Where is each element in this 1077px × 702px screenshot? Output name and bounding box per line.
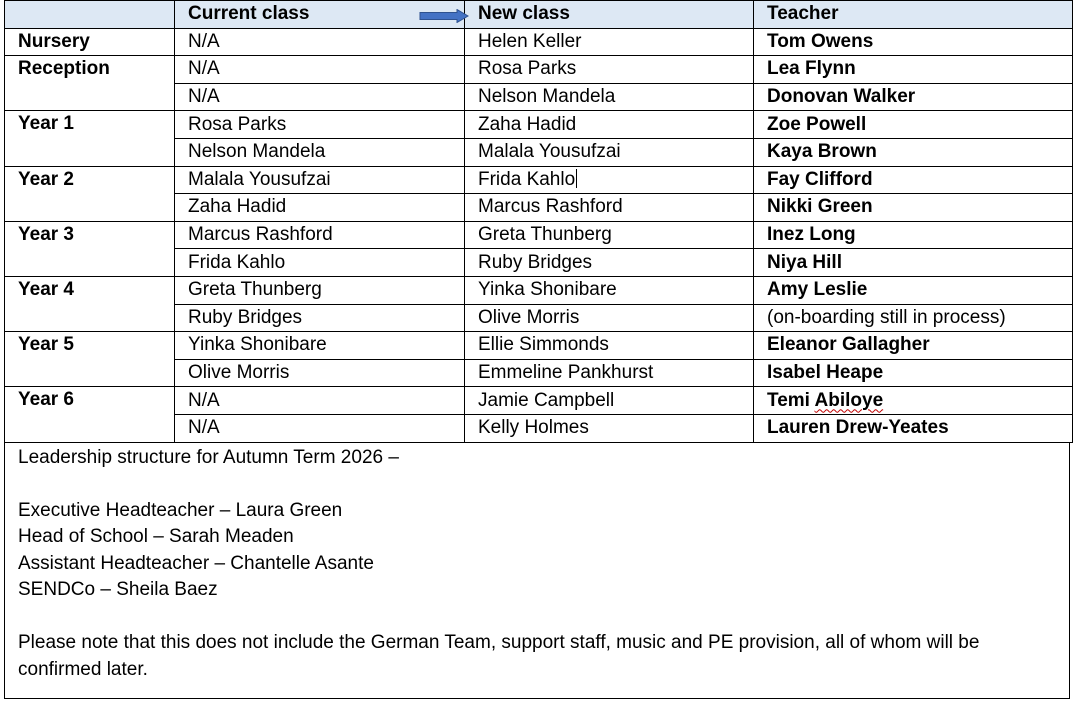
new-class-cell: Emmeline Pankhurst [465,359,754,387]
new-class-cell: Zaha Hadid [465,111,754,139]
right-arrow-icon [419,9,469,23]
table-row [5,332,1073,360]
leadership-notes-cell [4,443,1070,699]
current-class-cell: N/A [175,28,465,56]
table-row [5,111,1073,139]
current-class-cell: Ruby Bridges [175,304,465,332]
header-row [5,1,1073,29]
year-group-cell: Year 3 [5,221,175,276]
current-class-cell: N/A [175,83,465,111]
year-group-cell: Year 1 [5,111,175,166]
year-group-cell: Year 6 [5,387,175,442]
table-row [5,166,1073,194]
teacher-cell: Zoe Powell [754,111,1073,139]
year-group-cell: Year 4 [5,276,175,331]
teacher-cell: Kaya Brown [754,138,1073,166]
teacher-cell: Fay Clifford [754,166,1073,194]
teacher-cell: Lauren Drew-Yeates [754,414,1073,442]
current-class-cell: Frida Kahlo [175,249,465,277]
teacher-cell: Niya Hill [754,249,1073,277]
document-page [4,0,1072,699]
teacher-cell: Eleanor Gallagher [754,332,1073,360]
header-new-class [465,1,754,29]
teacher-cell: Amy Leslie [754,276,1073,304]
footnote: Please note that this does not include the German Team, support staff, music and PE provision, all of whom will be confirmed later. [18,632,980,680]
new-class-cell: Marcus Rashford [465,194,754,222]
year-group-cell: Year 2 [5,166,175,221]
current-class-cell: Olive Morris [175,359,465,387]
spelling-flagged-word[interactable]: Abiloye [814,389,884,411]
new-class-cell[interactable] [465,166,754,194]
table-row [5,221,1073,249]
teacher-cell: Nikki Green [754,194,1073,222]
table-row [5,56,1073,84]
current-class-cell: Malala Yousufzai [175,166,465,194]
leadership-role: Assistant Headteacher – Chantelle Asante [18,552,374,574]
year-group-cell: Nursery [5,28,175,56]
current-class-cell: Yinka Shonibare [175,332,465,360]
current-class-cell: N/A [175,414,465,442]
teacher-cell: Inez Long [754,221,1073,249]
new-class-text: Frida Kahlo [478,168,576,190]
table-row [5,28,1073,56]
new-class-cell: Malala Yousufzai [465,138,754,166]
current-class-cell: Rosa Parks [175,111,465,139]
teacher-cell: Donovan Walker [754,83,1073,111]
new-class-cell: Greta Thunberg [465,221,754,249]
year-group-cell: Year 5 [5,332,175,387]
leadership-role: Executive Headteacher – Laura Green [18,499,343,521]
new-class-cell: Jamie Campbell [465,387,754,415]
teacher-first-name: Temi [767,389,815,411]
leadership-heading: Leadership structure for Autumn Term 2026 – [18,446,399,468]
current-class-cell: N/A [175,387,465,415]
leadership-role: Head of School – Sarah Meaden [18,526,294,547]
year-group-cell: Reception [5,56,175,111]
current-class-cell: Nelson Mandela [175,138,465,166]
new-class-cell: Olive Morris [465,304,754,332]
leadership-role: SENDCo – Sheila Baez [18,579,218,600]
current-class-cell: Marcus Rashford [175,221,465,249]
teacher-cell: Tom Owens [754,28,1073,56]
current-class-cell: N/A [175,56,465,84]
teacher-cell [754,387,1073,415]
header-new-class-label: New class [478,3,570,25]
class-allocation-table [4,0,1073,443]
new-class-cell: Ellie Simmonds [465,332,754,360]
current-class-cell: Zaha Hadid [175,194,465,222]
header-year [5,1,175,29]
table-row [5,387,1073,415]
new-class-cell: Yinka Shonibare [465,276,754,304]
table-row [5,276,1073,304]
current-class-cell: Greta Thunberg [175,276,465,304]
header-current-class: Current class [175,1,465,29]
new-class-cell: Ruby Bridges [465,249,754,277]
text-cursor [576,169,577,188]
blank-line [18,471,1056,498]
new-class-cell: Nelson Mandela [465,83,754,111]
teacher-cell: Lea Flynn [754,56,1073,84]
teacher-cell: (on-boarding still in process) [754,304,1073,332]
header-teacher: Teacher [754,1,1073,29]
new-class-cell: Rosa Parks [465,56,754,84]
teacher-cell: Isabel Heape [754,359,1073,387]
blank-line [18,604,1056,631]
new-class-cell: Helen Keller [465,28,754,56]
new-class-cell: Kelly Holmes [465,414,754,442]
